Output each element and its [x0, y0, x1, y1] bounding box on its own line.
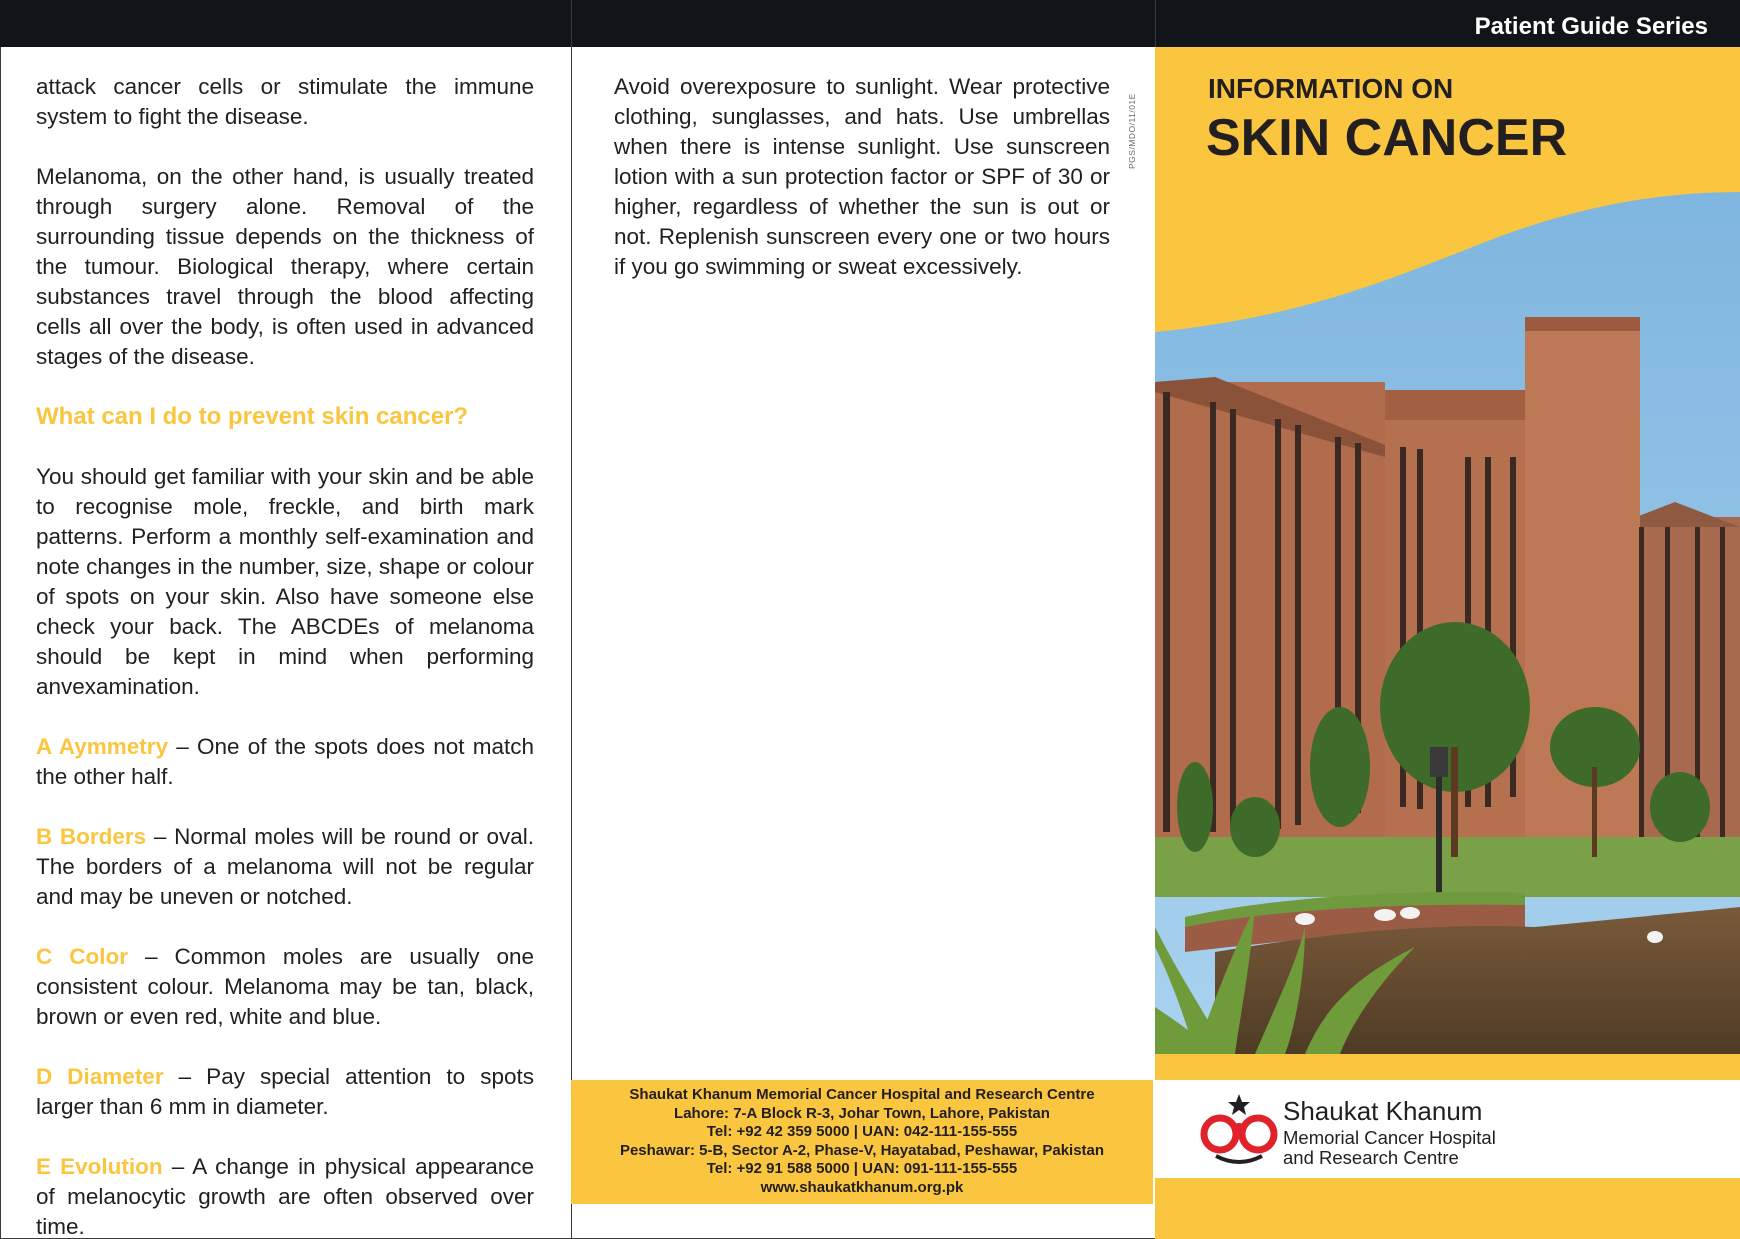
abcde-label-a: A Aymmetry [36, 734, 169, 759]
cover-title: SKIN CANCER [1206, 109, 1568, 167]
logo-subtitle-line-2: and Research Centre [1283, 1147, 1459, 1168]
contact-peshawar-tel: Tel: +92 91 588 5000 | UAN: 091-111-155-555 [706, 1160, 1018, 1177]
contact-website[interactable]: www.shaukatkhanum.org.pk [760, 1178, 964, 1196]
cover-panel [1155, 47, 1740, 1239]
left-panel [36, 72, 534, 1239]
hospital-photo [1155, 47, 1740, 1054]
abcde-label-d: D Diameter [36, 1064, 164, 1089]
prevent-paragraph: You should get familiar with your skin and be able to recognise mole, freckle, and birth mark patterns. Perform a monthly self-examination and note changes in the number, size, shape or colour of spots on your skin. Also have someone else check your back. The ABCDEs of melanoma should be kept in mind when performing anvexamination. [36, 464, 534, 699]
sun-advice-paragraph: Avoid overexposure to sunlight. Wear protective clothing, sunglasses, and hats. Use umbrellas when there is intense sunlight. Use sunscreen lotion with a sun protection factor or SPF of 30 or higher, regardless of whether the sun is out or not. Replenish sunscreen every one or two hours if you go swimming or sweat excessively. [614, 74, 1110, 279]
abcde-item-e [36, 1152, 534, 1239]
abcde-text-e: – A change in physical appearance of melanocytic growth are often observed over time. [36, 1154, 534, 1239]
abcde-item-d [36, 1062, 534, 1122]
abcde-text-c: – Common moles are usually one consistent colour. Melanoma may be tan, black, brown or even red, white and blue. [36, 944, 534, 1029]
top-bar [0, 0, 1740, 47]
abcde-label-e: E Evolution [36, 1154, 163, 1179]
abcde-text-a: – One of the spots does not match the other half. [36, 734, 535, 789]
abcde-label-b: B Borders [36, 824, 147, 849]
cover-subtitle: INFORMATION ON [1208, 73, 1454, 104]
abcde-text-b: – Normal moles will be round or oval. The borders of a melanoma will not be regular and may be uneven or notched. [36, 824, 534, 909]
skmch-logo-icon [1200, 1092, 1278, 1166]
logo-box [1155, 1080, 1740, 1178]
document-code [1124, 78, 1138, 168]
logo-name: Shaukat Khanum [1283, 1096, 1483, 1126]
abcde-label-c: C Color [36, 944, 129, 969]
abcde-text-d: – Pay special attention to spots larger than 6 mm in diameter. [36, 1064, 534, 1119]
fold-divider-1 [571, 0, 572, 1239]
abcde-item-c [36, 942, 534, 1032]
series-label: Patient Guide Series [1474, 13, 1708, 40]
contact-org: Shaukat Khanum Memorial Cancer Hospital and Research Centre [629, 1086, 1095, 1103]
contact-box [571, 1080, 1153, 1204]
contact-lahore-tel: Tel: +92 42 359 5000 | UAN: 042-111-155-555 [706, 1123, 1018, 1140]
contact-peshawar: Peshawar: 5-B, Sector A-2, Phase-V, Hayatabad, Peshawar, Pakistan [619, 1141, 1105, 1159]
logo-subtitle [1283, 1128, 1496, 1168]
abcde-item-a [36, 732, 534, 792]
melanoma-paragraph: Melanoma, on the other hand, is usually treated through surgery alone. Removal of the surrounding tissue depends on the thickness of the tumour. Biological therapy, where certain substances travel through the blood affecting cells all over the body, is often used in advanced stages of the disease. [36, 164, 534, 369]
contact-lahore: Lahore: 7-A Block R-3, Johar Town, Lahore, Pakistan [674, 1104, 1050, 1122]
intro-paragraph: attack cancer cells or stimulate the immune system to fight the disease. [36, 74, 534, 129]
abcde-item-b [36, 822, 534, 912]
prevent-heading: What can I do to prevent skin cancer? [36, 403, 469, 430]
document-code-text: PGS/MDO/11/01E [1127, 93, 1137, 169]
logo-subtitle-line-1: Memorial Cancer Hospital [1283, 1127, 1496, 1148]
